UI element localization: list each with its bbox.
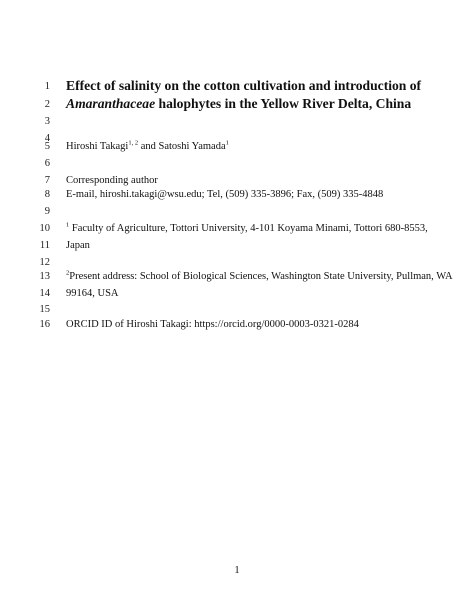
author-1: Hiroshi Takagi	[66, 141, 129, 152]
affiliation-2	[66, 270, 466, 284]
line-16	[0, 318, 474, 340]
line-number: 8	[44, 189, 50, 200]
title-italic-taxon: Amaranthaceae	[66, 96, 156, 111]
line-number: 16	[39, 319, 50, 330]
line-number: 15	[39, 304, 50, 315]
page-number: 1	[234, 565, 240, 576]
line-number: 12	[39, 257, 50, 268]
title-line-2	[66, 96, 466, 112]
contact-info: E-mail, hiroshi.takagi@wsu.edu; Tel, (509) 335-3896; Fax, (509) 335-4848	[66, 189, 384, 200]
orcid-line: ORCID ID of Hiroshi Takagi: https://orcid.org/0000-0003-0321-0284	[66, 319, 359, 330]
author-1-affiliation: 1, 2	[128, 139, 139, 147]
author-2-affiliation: 1	[225, 139, 229, 147]
corresponding-author-label: Corresponding author	[66, 175, 158, 186]
line-number: 14	[39, 288, 50, 299]
affiliation-1-marker: 1	[66, 221, 70, 229]
line-number: 9	[44, 206, 50, 217]
line-number: 1	[44, 81, 50, 92]
affiliation-1	[66, 222, 466, 236]
line-number: 3	[44, 116, 50, 127]
line-number: 7	[44, 175, 50, 186]
line-number: 4	[44, 133, 50, 144]
line-number: 2	[44, 99, 50, 110]
affiliation-2-text: Present address: School of Biological Sciences, Washington State University, Pullman, WA	[69, 271, 453, 282]
affiliation-2-cont: 99164, USA	[66, 288, 119, 299]
line-number: 11	[39, 240, 50, 251]
line-number: 5	[44, 141, 50, 152]
line-number: 10	[39, 223, 50, 234]
affiliation-1-text: Faculty of Agriculture, Tottori University, 4-101 Koyama Minami, Tottori 680-8553,	[69, 223, 428, 234]
title-line-2-rest: halophytes in the Yellow River Delta, China	[155, 96, 412, 111]
line-number: 13	[39, 271, 50, 282]
authors	[66, 140, 466, 154]
title-line-1: Effect of salinity on the cotton cultivation and introduction of	[66, 78, 422, 93]
author-2: and Satoshi Yamada	[138, 141, 226, 152]
line-number: 6	[44, 158, 50, 169]
affiliation-2-marker: 2	[66, 269, 70, 277]
affiliation-1-cont: Japan	[66, 240, 90, 251]
